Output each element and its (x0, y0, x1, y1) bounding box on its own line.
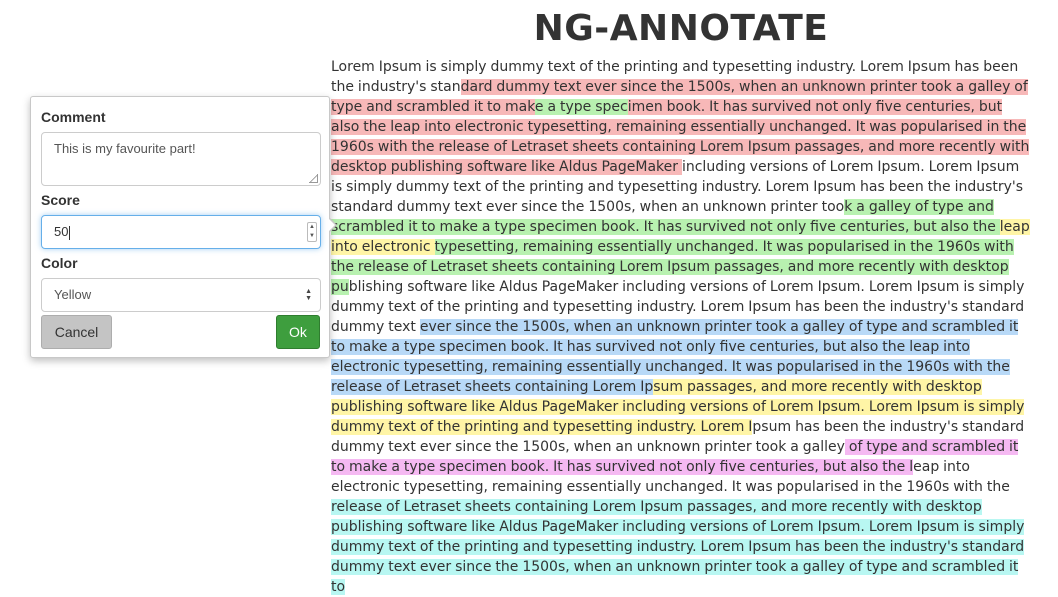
annotation-highlight[interactable]: release of Letraset sheets containing Lorem Ipsum passages, and more recently with desktop publishing software like Aldus PageMaker including versions of Lorem Ipsum. Lorem Ipsum is simply dummy text of the printing and typesetting industry. Lorem Ipsum has been the industry's standard dummy text ever since the 1500s, when an unknown printer took a galley of type and scrambled it to (331, 499, 1025, 595)
comment-label: Comment (41, 109, 106, 125)
annotation-highlight[interactable]: leap into electronic (331, 219, 1030, 255)
popover-arrow (329, 217, 337, 233)
text-segment: psum has been the industry's standard dummy text ever since the 1500s, when an unknown printer took a galley (331, 419, 1025, 455)
score-label: Score (41, 192, 80, 208)
annotation-highlight[interactable]: sum passages, and more recently with desktop publishing software like Aldus PageMaker including versions of Lorem Ipsum. Lorem Ipsum is simply dummy text of the printing and typesetting industry. Lorem I (331, 379, 1025, 435)
annotation-highlight[interactable]: typesetting, remaining essentially unchanged. It was popularised in the 1960s with the release of Letraset sheets containing Lorem Ipsum passages, and more recently with desktop pu (331, 239, 1014, 295)
comment-value: This is my favourite part! (54, 141, 196, 156)
annotation-highlight[interactable]: imen book. It has survived not only five centuries, but also the leap into electronic typesetting, remaining essentially unchanged. It was popularised in the 1960s with the release of Letraset sheets containing Lorem Ipsum passages, and more recently with desktop publishing software like Aldus PageMaker (331, 99, 1030, 175)
article-text[interactable] (331, 57, 1031, 597)
text-segment: blishing software like Aldus PageMaker including versions of Lorem Ipsum. Lorem Ipsum is simply dummy text of the printing and typesetting industry. Lorem Ipsum has been the industry's standard dummy text (331, 279, 1025, 335)
score-value: 50 (54, 224, 69, 239)
text-segment: eap into electronic typesetting, remaining essentially unchanged. It was popularised in the 1960s with the (331, 459, 1010, 495)
color-selected-value: Yellow (54, 287, 92, 302)
color-select[interactable] (41, 278, 321, 312)
page-title: NG-ANNOTATE (533, 8, 829, 49)
annotation-highlight[interactable]: k a galley of type and scrambled it to make a type specimen book. It has survived not only five centuries, but also the (331, 199, 1000, 235)
annotation-popover (30, 96, 330, 358)
resize-handle-icon[interactable] (309, 174, 318, 183)
annotation-highlight[interactable]: em Ip (614, 379, 654, 395)
spinner-up-icon[interactable]: ▲ (309, 224, 315, 230)
comment-textarea[interactable] (41, 132, 321, 186)
ok-button[interactable]: Ok (276, 315, 320, 349)
annotation-highlight[interactable]: e a type spec (534, 99, 628, 115)
text-cursor (69, 226, 70, 240)
score-input[interactable] (41, 215, 321, 249)
color-label: Color (41, 255, 78, 271)
text-segment: Lorem Ipsum is simply dummy text of the printing and typesetting industry. Lorem Ipsum has been the industry's stan (331, 59, 1019, 95)
select-arrows-icon: ▲ ▼ (305, 288, 312, 302)
annotation-highlight[interactable]: of type and scrambled it to make a type specimen book. It has survived not only five centuries, but also the l (331, 439, 1019, 475)
text-segment: including versions of Lorem Ipsum. Lorem Ipsum is simply dummy text of the printing and typesetting industry. Lorem Ipsum has been the industry's standard dummy text ever since the 1500s, when an unknown printer too (331, 159, 1024, 215)
number-spinner[interactable] (307, 222, 317, 242)
cancel-button[interactable]: Cancel (41, 315, 112, 349)
annotation-highlight[interactable]: ever since the 1500s, when an unknown printer took a galley of type and scrambled it to make a type specimen book. It has survived not only five centuries, but also the leap into electronic typesetting, remaining essentially unchanged. It was popularised in the 1960s with the release of Letraset sheets containing Lor (331, 319, 1019, 395)
spinner-down-icon[interactable]: ▼ (309, 233, 315, 239)
annotation-highlight[interactable]: dard dummy text ever since the 1500s, when an unknown printer took a galley of type and scrambled it to mak (331, 79, 1028, 115)
annotated-article[interactable] (331, 57, 1031, 597)
